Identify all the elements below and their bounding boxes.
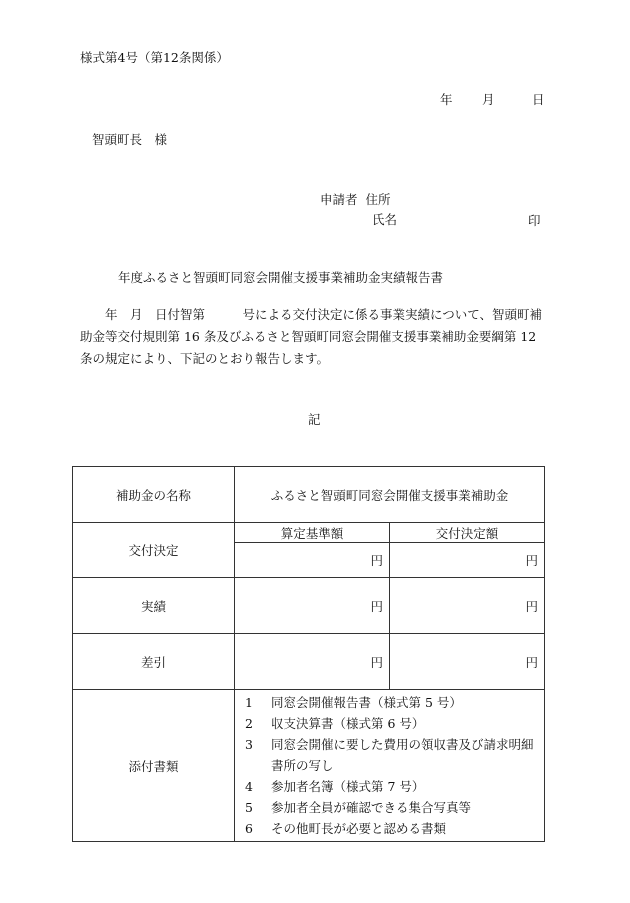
- attachment-number: 6: [245, 821, 253, 836]
- list-item: [241, 692, 538, 713]
- attachment-number: 5: [245, 800, 253, 815]
- attachment-number: 1: [245, 695, 253, 710]
- list-item: [241, 713, 538, 734]
- difference-standard-yen: 円: [235, 634, 390, 690]
- date-month: 月: [482, 92, 495, 107]
- date-line: [440, 90, 545, 108]
- ki-heading: 記: [308, 412, 321, 427]
- addressee: 智頭町長 様: [92, 132, 168, 147]
- list-item: [241, 776, 538, 797]
- attachment-number: 4: [245, 779, 253, 794]
- table-row: [73, 634, 545, 690]
- difference-label: 差引: [73, 634, 235, 690]
- list-item: [241, 734, 538, 776]
- attachment-number: 2: [245, 716, 253, 731]
- table-row: [73, 690, 545, 842]
- date-year: 年: [440, 92, 453, 107]
- applicant-label: 申請者: [320, 192, 358, 207]
- subsidy-name-value: ふるさと智頭町同窓会開催支援事業補助金: [235, 467, 545, 523]
- attachment-text: 収支決算書（様式第 6 号）: [271, 716, 425, 731]
- table-row: [73, 467, 545, 523]
- applicant-block: [320, 190, 397, 230]
- body-paragraph: 年 月 日付智第 号による交付決定に係る事業実績について、智頭町補助金等交付規則第 16 条及びふるさと智頭町同窓会開催支援事業補助金要綱第 12 条の規定により、下記のとおり報告します。: [80, 307, 543, 366]
- list-item: [241, 797, 538, 818]
- address-label: 住所: [365, 192, 391, 207]
- attachments-cell: [235, 690, 545, 842]
- attachment-text: 同窓会開催に要した費用の領収書及び請求明細書所の写し: [271, 737, 534, 773]
- attachment-text: 参加者全員が確認できる集合写真等: [271, 800, 472, 815]
- attachment-number: 3: [245, 737, 253, 752]
- result-label: 実績: [73, 578, 235, 634]
- table-row: [73, 523, 545, 543]
- attachment-text: 同窓会開催報告書（様式第 5 号）: [271, 695, 462, 710]
- document-title: 年度ふるさと智頭町同窓会開催支援事業補助金実績報告書: [118, 270, 444, 285]
- attachment-text: その他町長が必要と認める書類: [271, 821, 447, 836]
- seal-mark: 印: [528, 213, 541, 228]
- form-number: 様式第4号（第12条関係）: [80, 50, 229, 65]
- body-text: [80, 304, 550, 370]
- col-standard-header: 算定基準額: [235, 523, 390, 543]
- subsidy-name-label: 補助金の名称: [73, 467, 235, 523]
- attachment-text: 参加者名簿（様式第 7 号）: [271, 779, 425, 794]
- attachments-label: 添付書類: [73, 690, 235, 842]
- date-day: 日: [532, 92, 545, 107]
- col-decided-header: 交付決定額: [390, 523, 545, 543]
- difference-decided-yen: 円: [390, 634, 545, 690]
- decision-decided-yen: 円: [390, 543, 545, 578]
- decision-label: 交付決定: [73, 523, 235, 578]
- name-label: 氏名: [372, 212, 398, 227]
- result-decided-yen: 円: [390, 578, 545, 634]
- table-row: [73, 578, 545, 634]
- attachments-list: [241, 690, 538, 841]
- report-table: [72, 466, 545, 842]
- list-item: [241, 818, 538, 839]
- result-standard-yen: 円: [235, 578, 390, 634]
- decision-standard-yen: 円: [235, 543, 390, 578]
